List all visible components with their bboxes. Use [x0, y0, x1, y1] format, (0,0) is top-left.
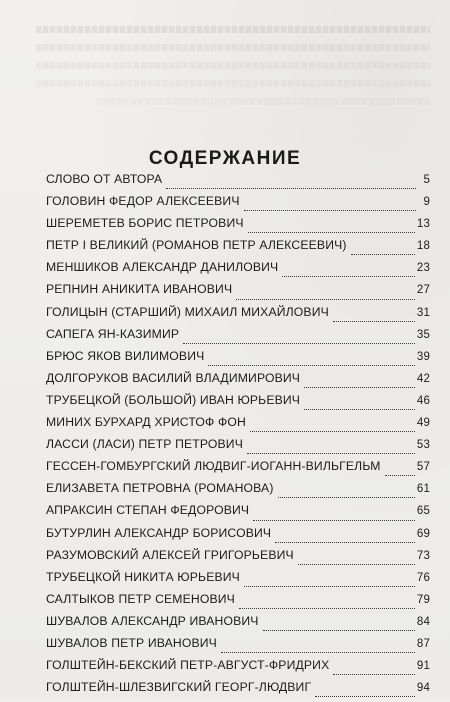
- toc-entry-title: РАЗУМОВСКИЙ АЛЕКСЕЙ ГРИГОРЬЕВИЧ: [46, 547, 294, 562]
- toc-entry-title: СЛОВО ОТ АВТОРА: [46, 172, 163, 186]
- toc-entry-page: 27: [416, 284, 430, 297]
- toc-leader-dots: [250, 431, 415, 432]
- toc-leader-dots: [282, 276, 415, 277]
- toc-entry-title: АПРАКСИН СТЕПАН ФЕДОРОВИЧ: [46, 503, 250, 518]
- toc-entry-page: 49: [416, 417, 430, 430]
- toc-entry-page: 79: [416, 593, 430, 606]
- toc-entry: [46, 349, 430, 371]
- toc-entry-page: 91: [416, 660, 430, 673]
- toc-entry-page: 42: [416, 372, 430, 385]
- toc-leader-dots: [385, 475, 415, 476]
- toc-entry: [46, 680, 430, 702]
- bleed-through-text: [36, 18, 430, 113]
- toc-leader-dots: [278, 497, 415, 498]
- toc-entry-page: 35: [416, 328, 430, 341]
- toc-leader-dots: [263, 630, 415, 631]
- toc-entry: [46, 327, 430, 349]
- toc-entry-title: САЛТЫКОВ ПЕТР СЕМЕНОВИЧ: [46, 591, 235, 606]
- toc-entry-title: САПЕГА ЯН-КАЗИМИР: [46, 326, 180, 341]
- toc-entry: [46, 526, 430, 548]
- toc-entry-title: ГЕССЕН-ГОМБУРГСКИЙ ЛЮДВИГ-ИОГАНН-ВИЛЬГЕЛЬМ: [46, 459, 381, 474]
- toc-entry-page: 84: [416, 615, 430, 628]
- toc-entry-title: ШЕРЕМЕТЕВ БОРИС ПЕТРОВИЧ: [46, 216, 244, 231]
- toc-entry-title: ЕЛИЗАВЕТА ПЕТРОВНА (РОМАНОВА): [46, 481, 274, 496]
- toc-entry-page: 76: [416, 571, 430, 584]
- toc-entry-title: ДОЛГОРУКОВ ВАСИЛИЙ ВЛАДИМИРОВИЧ: [46, 370, 301, 385]
- toc-entry-title: ШУВАЛОВ ПЕТР ИВАНОВИЧ: [46, 635, 217, 650]
- toc-entry: [46, 415, 430, 437]
- toc-entry-page: 87: [416, 637, 430, 650]
- toc-leader-dots: [208, 365, 415, 366]
- toc-entry: [46, 172, 430, 194]
- toc-entry: [46, 503, 430, 525]
- toc-leader-dots: [275, 542, 415, 543]
- toc-entry-page: 5: [423, 174, 430, 186]
- toc-entry-page: 61: [416, 483, 430, 496]
- toc-entry-title: МИНИХ БУРХАРД ХРИСТОФ ФОН: [46, 415, 246, 430]
- toc-leader-dots: [315, 696, 415, 697]
- toc-leader-dots: [333, 321, 415, 322]
- toc-leader-dots: [244, 586, 415, 587]
- toc-entry: [46, 216, 430, 238]
- toc-entry: [46, 570, 430, 592]
- toc-entry-title: ТРУБЕЦКОЙ НИКИТА ЮРЬЕВИЧ: [46, 569, 240, 584]
- toc-entry-page: 73: [416, 549, 430, 562]
- toc-entry: [46, 636, 430, 658]
- toc-entry-page: 31: [416, 306, 430, 319]
- toc-entry-title: ГОЛИЦЫН (СТАРШИЙ) МИХАИЛ МИХАЙЛОВИЧ: [46, 304, 329, 319]
- toc-entry-page: 18: [416, 240, 430, 253]
- bleed-through-line: [36, 44, 430, 51]
- toc-entry-title: ГОЛШТЕЙН-БЕКСКИЙ ПЕТР-АВГУСТ-ФРИДРИХ: [46, 658, 330, 673]
- toc-entry: [46, 305, 430, 327]
- toc-leader-dots: [221, 652, 415, 653]
- toc-entry: [46, 548, 430, 570]
- toc-leader-dots: [298, 564, 415, 565]
- toc-entry-title: ПЕТР I ВЕЛИКИЙ (РОМАНОВ ПЕТР АЛЕКСЕЕВИЧ): [46, 238, 347, 253]
- toc-entry-page: 46: [416, 394, 430, 407]
- toc-entry-page: 23: [416, 262, 430, 275]
- toc-leader-dots: [166, 188, 416, 189]
- toc-entry-title: БРЮС ЯКОВ ВИЛИМОВИЧ: [46, 348, 205, 363]
- toc-entry: [46, 614, 430, 636]
- toc-leader-dots: [183, 343, 415, 344]
- toc-title: СОДЕРЖАНИЕ: [148, 148, 302, 169]
- toc-entry: [46, 459, 430, 481]
- toc-entry-page: 39: [416, 350, 430, 363]
- toc-leader-dots: [304, 409, 415, 410]
- toc-entry-title: БУТУРЛИН АЛЕКСАНДР БОРИСОВИЧ: [46, 525, 272, 540]
- toc-leader-dots: [333, 674, 415, 675]
- toc-leader-dots: [351, 254, 415, 255]
- toc-entry-page: 13: [416, 218, 430, 231]
- toc-entry-title: РЕПНИН АНИКИТА ИВАНОВИЧ: [46, 282, 233, 297]
- toc-entry-title: ТРУБЕЦКОЙ (БОЛЬШОЙ) ИВАН ЮРЬЕВИЧ: [46, 392, 301, 407]
- toc-leader-dots: [236, 299, 415, 300]
- toc-entry-title: ГОЛОВИН ФЕДОР АЛЕКСЕЕВИЧ: [46, 194, 240, 209]
- toc-entry: [46, 194, 430, 216]
- toc-leader-dots: [248, 232, 415, 233]
- toc-entry: [46, 260, 430, 282]
- toc-entry-page: 94: [416, 682, 430, 695]
- toc-entry-title: ЛАССИ (ЛАСИ) ПЕТР ПЕТРОВИЧ: [46, 437, 243, 452]
- toc-entry: [46, 592, 430, 614]
- toc-entry: [46, 481, 430, 503]
- toc-entry-page: 9: [423, 196, 430, 209]
- toc-entry: [46, 238, 430, 260]
- bleed-through-line: [36, 26, 430, 33]
- toc-entry-title: ГОЛШТЕЙН-ШЛЕЗВИГСКИЙ ГЕОРГ-ЛЮДВИГ: [46, 680, 312, 695]
- bleed-through-line: [36, 62, 430, 69]
- toc-entry: [46, 371, 430, 393]
- toc-entry-page: 65: [416, 505, 430, 518]
- toc-leader-dots: [244, 210, 416, 211]
- bleed-through-line: [96, 98, 430, 105]
- bleed-through-line: [36, 80, 430, 87]
- toc-leader-dots: [247, 453, 415, 454]
- toc-entry-page: 57: [416, 461, 430, 474]
- toc-entry: [46, 282, 430, 304]
- toc-leader-dots: [253, 520, 415, 521]
- toc-entry-page: 69: [416, 527, 430, 540]
- toc-entry-page: 53: [416, 439, 430, 452]
- table-of-contents: [46, 172, 430, 702]
- toc-entry: [46, 393, 430, 415]
- toc-leader-dots: [304, 387, 415, 388]
- toc-entry: [46, 437, 430, 459]
- toc-entry: [46, 658, 430, 680]
- toc-leader-dots: [239, 608, 415, 609]
- toc-entry-title: ШУВАЛОВ АЛЕКСАНДР ИВАНОВИЧ: [46, 613, 259, 628]
- toc-entry-title: МЕНШИКОВ АЛЕКСАНДР ДАНИЛОВИЧ: [46, 260, 279, 275]
